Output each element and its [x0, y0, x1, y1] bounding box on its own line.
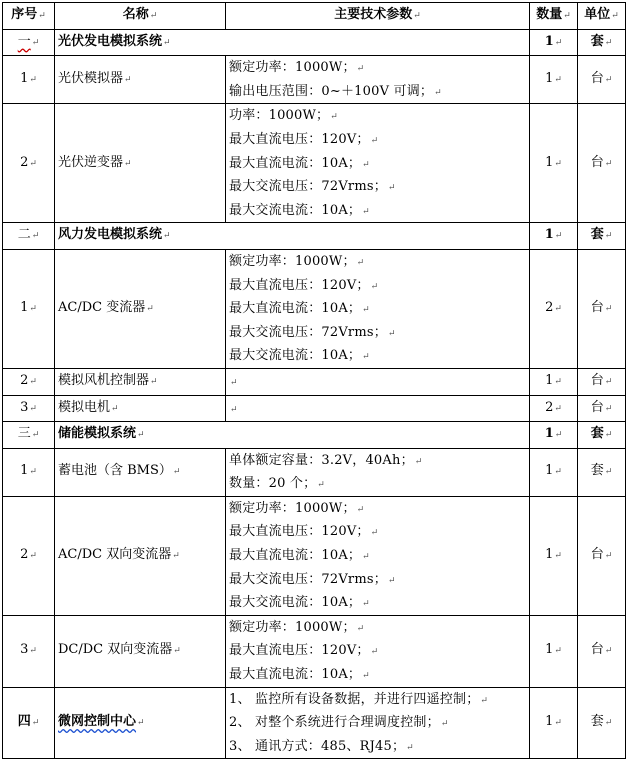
item-name: DC/DC 双向变流器↵ — [55, 615, 226, 687]
section-name: 风力发电模拟系统↵ — [55, 223, 530, 250]
item-row — [3, 249, 626, 368]
spec-table — [2, 2, 626, 759]
params-cell — [226, 448, 530, 496]
params-cell — [226, 368, 530, 395]
param-line: 功率：1000W；↵ — [229, 108, 338, 124]
item-qty: 1↵ — [530, 104, 578, 223]
section-qty: 1↵ — [530, 422, 578, 449]
params-cell — [226, 56, 530, 104]
param-line: 最大直流电压：120V；↵ — [229, 131, 379, 147]
param-line: 单体额定容量：3.2V，40Ah；↵ — [229, 452, 423, 468]
control-center-name: 微网控制中心↵ — [55, 687, 226, 759]
param-line: 1、 监控所有设备数据，并进行四遥控制；↵ — [229, 691, 489, 707]
item-row — [3, 395, 626, 422]
param-line: 额定功率：1000W；↵ — [229, 619, 365, 635]
item-row — [3, 368, 626, 395]
item-unit: 台↵ — [578, 368, 626, 395]
params-cell — [226, 249, 530, 368]
param-line: 最大交流电流：10A；↵ — [229, 348, 370, 364]
param-line: 输出电压范围：0~＋100V 可调；↵ — [229, 83, 442, 99]
item-name: AC/DC 变流器↵ — [55, 249, 226, 368]
param-line: 最大直流电流：10A；↵ — [229, 667, 370, 683]
header-unit: 单位↵ — [578, 3, 626, 30]
item-name: 光伏逆变器↵ — [55, 104, 226, 223]
control-center-row — [3, 687, 626, 759]
params-cell — [226, 687, 530, 759]
section-no: 三↵ — [3, 422, 55, 449]
item-row — [3, 104, 626, 223]
spec-table-body — [3, 3, 626, 759]
item-no: 1↵ — [3, 249, 55, 368]
param-line: 最大交流电压：72Vrms；↵ — [229, 324, 396, 340]
section-qty: 1↵ — [530, 223, 578, 250]
item-name: 模拟风机控制器↵ — [55, 368, 226, 395]
header-no: 序号↵ — [3, 3, 55, 30]
param-line: 最大交流电压：72Vrms；↵ — [229, 571, 396, 587]
item-qty: 1↵ — [530, 496, 578, 615]
param-line: ↵ — [230, 404, 238, 415]
param-line: 最大直流电压：120V；↵ — [229, 524, 379, 540]
header-row — [3, 3, 626, 30]
item-qty: 2↵ — [530, 249, 578, 368]
item-row — [3, 496, 626, 615]
item-no: 1↵ — [3, 448, 55, 496]
param-line: 最大直流电压：120V；↵ — [229, 277, 379, 293]
item-name: 光伏模拟器↵ — [55, 56, 226, 104]
item-unit: 套↵ — [578, 448, 626, 496]
param-line: 额定功率：1000W；↵ — [229, 253, 365, 269]
item-name: 蓄电池（含 BMS）↵ — [55, 448, 226, 496]
params-cell — [226, 615, 530, 687]
control-center-no: 四↵ — [3, 687, 55, 759]
item-unit: 台↵ — [578, 615, 626, 687]
param-line: 最大交流电流：10A；↵ — [229, 202, 370, 218]
param-line: 最大直流电流：10A；↵ — [229, 301, 370, 317]
item-row — [3, 56, 626, 104]
item-qty: 2↵ — [530, 395, 578, 422]
section-no: 一↵ — [3, 29, 55, 56]
item-no: 3↵ — [3, 615, 55, 687]
param-line: 最大直流电流：10A；↵ — [229, 155, 370, 171]
item-no: 2↵ — [3, 496, 55, 615]
header-name: 名称↵ — [55, 3, 226, 30]
param-line: 3、 通讯方式：485、RJ45；↵ — [229, 738, 414, 754]
header-params: 主要技术参数↵ — [226, 3, 530, 30]
params-cell — [226, 395, 530, 422]
param-line: 最大直流电流：10A；↵ — [229, 548, 370, 564]
item-unit: 台↵ — [578, 395, 626, 422]
section-unit: 套↵ — [578, 422, 626, 449]
item-no: 2↵ — [3, 368, 55, 395]
param-line: 最大交流电流：10A；↵ — [229, 595, 370, 611]
item-row — [3, 615, 626, 687]
section-row — [3, 29, 626, 56]
item-qty: 1↵ — [530, 368, 578, 395]
item-unit: 台↵ — [578, 104, 626, 223]
item-name: AC/DC 双向变流器↵ — [55, 496, 226, 615]
item-name: 模拟电机↵ — [55, 395, 226, 422]
params-cell — [226, 104, 530, 223]
item-row — [3, 448, 626, 496]
header-qty: 数量↵ — [530, 3, 578, 30]
param-line: 最大直流电压：120V；↵ — [229, 643, 379, 659]
item-unit: 台↵ — [578, 496, 626, 615]
section-name: 储能模拟系统↵ — [55, 422, 530, 449]
param-line: 最大交流电压：72Vrms；↵ — [229, 179, 396, 195]
item-qty: 1↵ — [530, 448, 578, 496]
item-no: 3↵ — [3, 395, 55, 422]
item-unit: 台↵ — [578, 249, 626, 368]
control-center-unit: 套↵ — [578, 687, 626, 759]
item-qty: 1↵ — [530, 56, 578, 104]
section-name: 光伏发电模拟系统↵ — [55, 29, 530, 56]
section-no: 二↵ — [3, 223, 55, 250]
item-no: 2↵ — [3, 104, 55, 223]
item-no: 1↵ — [3, 56, 55, 104]
section-row — [3, 422, 626, 449]
params-cell — [226, 496, 530, 615]
section-unit: 套↵ — [578, 29, 626, 56]
control-center-qty: 1↵ — [530, 687, 578, 759]
param-line: ↵ — [230, 377, 238, 388]
param-line: 2、 对整个系统进行合理调度控制；↵ — [229, 715, 449, 731]
item-unit: 台↵ — [578, 56, 626, 104]
section-row — [3, 223, 626, 250]
item-qty: 1↵ — [530, 615, 578, 687]
param-line: 额定功率：1000W；↵ — [229, 500, 365, 516]
param-line: 数量：20 个；↵ — [229, 476, 326, 492]
section-unit: 套↵ — [578, 223, 626, 250]
param-line: 额定功率：1000W；↵ — [229, 60, 365, 76]
section-qty: 1↵ — [530, 29, 578, 56]
